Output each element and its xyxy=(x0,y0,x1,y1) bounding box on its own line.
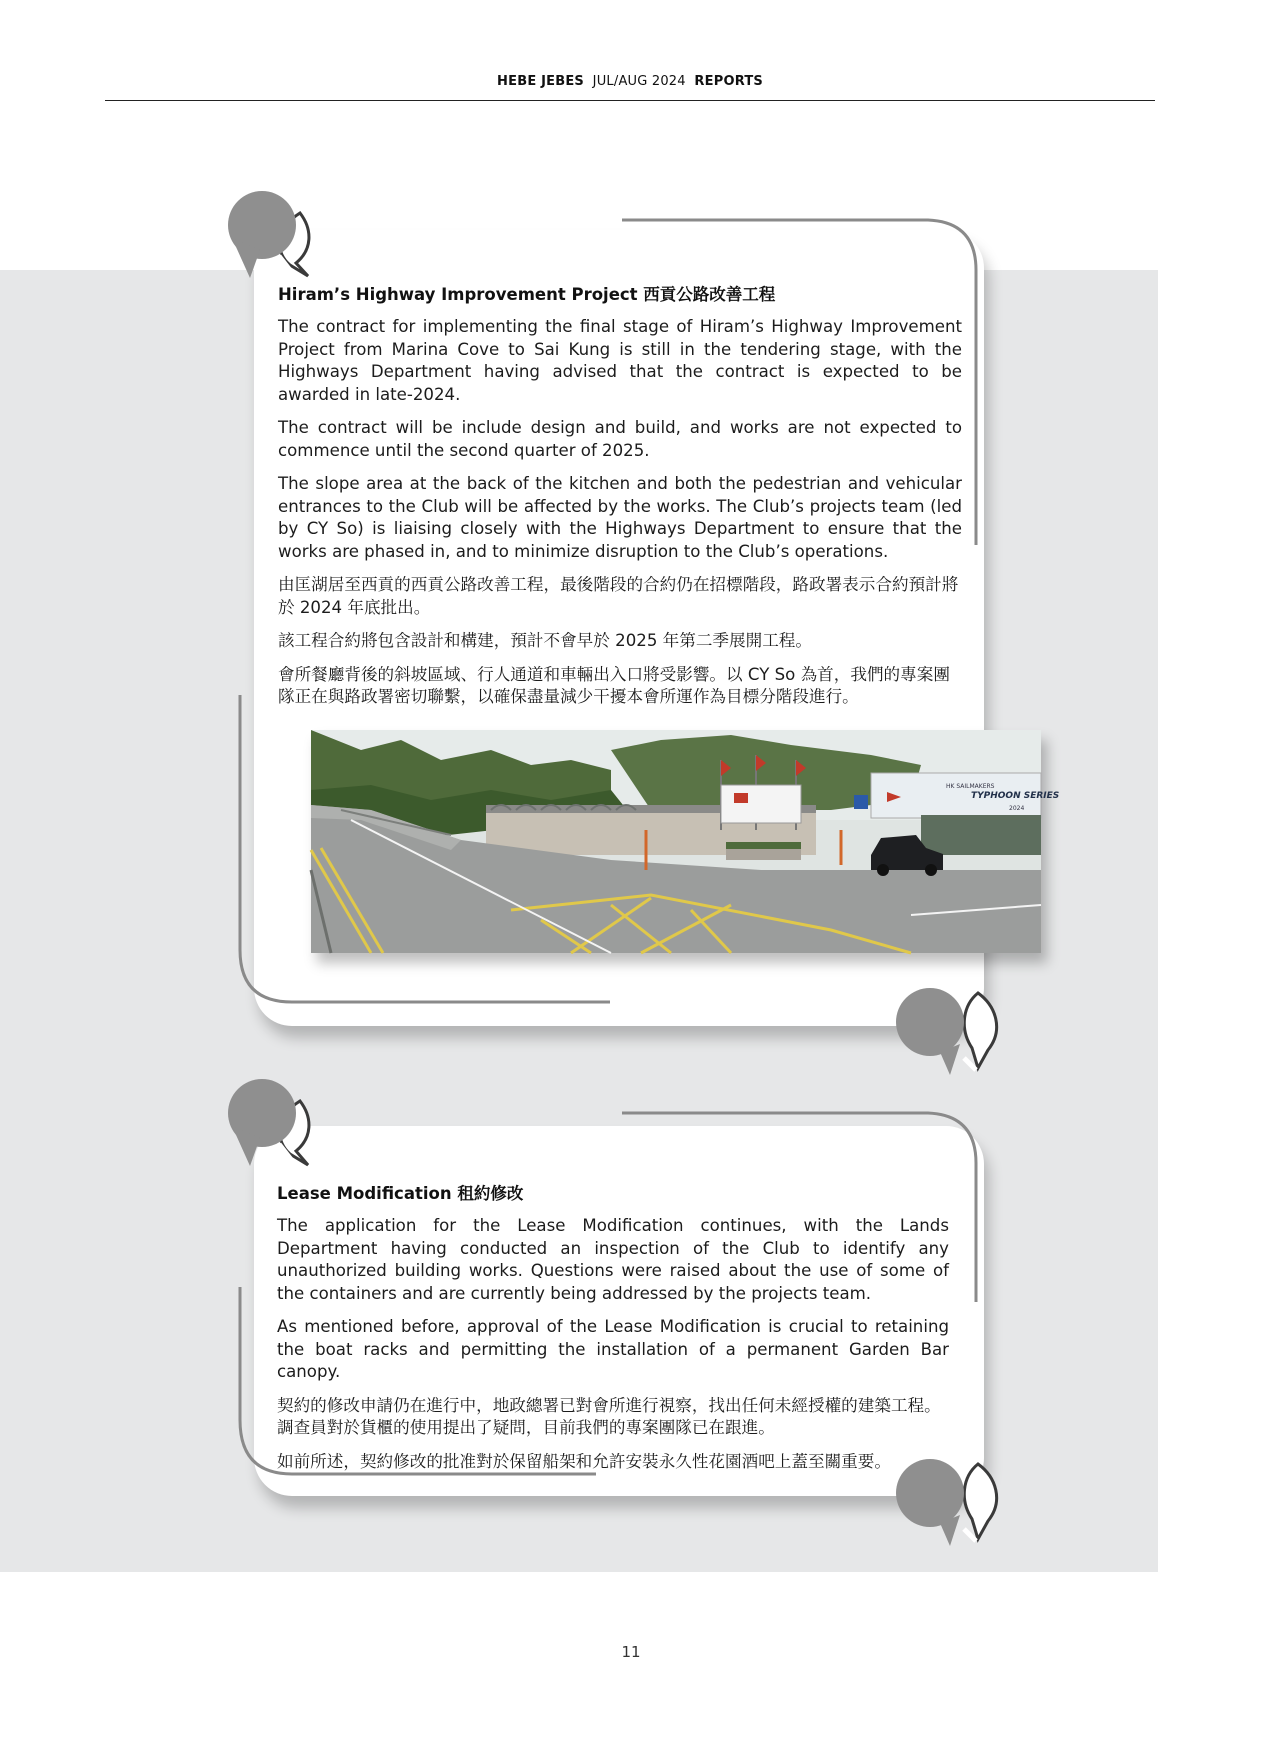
quote-bubble-icon xyxy=(896,988,997,1075)
paragraph-chinese: 契約的修改申請仍在進行中，地政總署已對會所進行視察，找出任何未經授權的建築工程。調查員對於貨櫃的使用提出了疑問，目前我們的專案團隊已在跟進。 xyxy=(277,1395,941,1437)
page-number: 11 xyxy=(621,1643,641,1661)
paragraph: The contract will be include design and build, and works are not expected to commence until the second quarter of 2025. xyxy=(278,418,962,460)
paragraph: As mentioned before, approval of the Lease Modification is crucial to retaining the boat racks and permitting the installation of a permanent Garden Bar canopy. xyxy=(277,1317,949,1381)
quote-bubble-icon xyxy=(228,191,309,278)
article-title: Lease Modification 租約修改 xyxy=(277,1184,524,1203)
article-lease xyxy=(277,1183,949,1484)
issue-date: JUL/AUG 2024 xyxy=(592,74,686,89)
article-title: Hiram’s Highway Improvement Project 西貢公路改善工程 xyxy=(278,285,776,304)
banner-large-text: TYPHOON SERIES xyxy=(971,791,1060,801)
paragraph-chinese: 如前所述，契約修改的批准對於保留船架和允許安裝永久性花園酒吧上蓋至關重要。 xyxy=(277,1451,891,1471)
section-name: REPORTS xyxy=(694,74,763,89)
quote-bubble-icon xyxy=(228,1079,309,1166)
paragraph-chinese: 由匡湖居至西貢的西貢公路改善工程，最後階段的合約仍在招標階段，路政署表示合約預計將於 2024 年底批出。 xyxy=(278,575,959,617)
paragraph-chinese: 會所餐廳背後的斜坡區域、行人通道和車輛出入口將受影響。以 CY So 為首，我們的專案團隊正在與路政署密切聯繫，以確保盡量減少干擾本會所運作為目標分階段進行。 xyxy=(278,664,950,706)
magazine-name: HEBE JEBES xyxy=(497,74,584,89)
paragraph: The contract for implementing the final stage of Hiram’s Highway Improvement Project from Marina Cove to Sai Kung is still in the tendering stage, with the Highways Department having advised that the contract is expected to be awarded in late-2024. xyxy=(278,317,962,404)
club-entrance-photo xyxy=(311,730,1060,953)
paragraph: The application for the Lease Modification continues, with the Lands Department having conducted an inspection of the Club to identify any unauthorized building works. Questions were raised about the use of some of the containers and are currently being addressed by the projects team. xyxy=(277,1216,949,1303)
banner-year-text: 2024 xyxy=(1009,805,1025,812)
paragraph-chinese: 該工程合約將包含設計和構建，預計不會早於 2025 年第二季展開工程。 xyxy=(278,631,812,650)
banner-small-text: HK SAILMAKERS xyxy=(946,783,995,790)
paragraph: The slope area at the back of the kitchen and both the pedestrian and vehicular entrances to the Club will be affected by the works. The Club’s projects team (led by CY So) is liaising closely with the Highways Department to ensure that the works are phased in, and to minimize disruption to the Club’s operations. xyxy=(278,474,962,561)
article-highway xyxy=(278,284,962,720)
